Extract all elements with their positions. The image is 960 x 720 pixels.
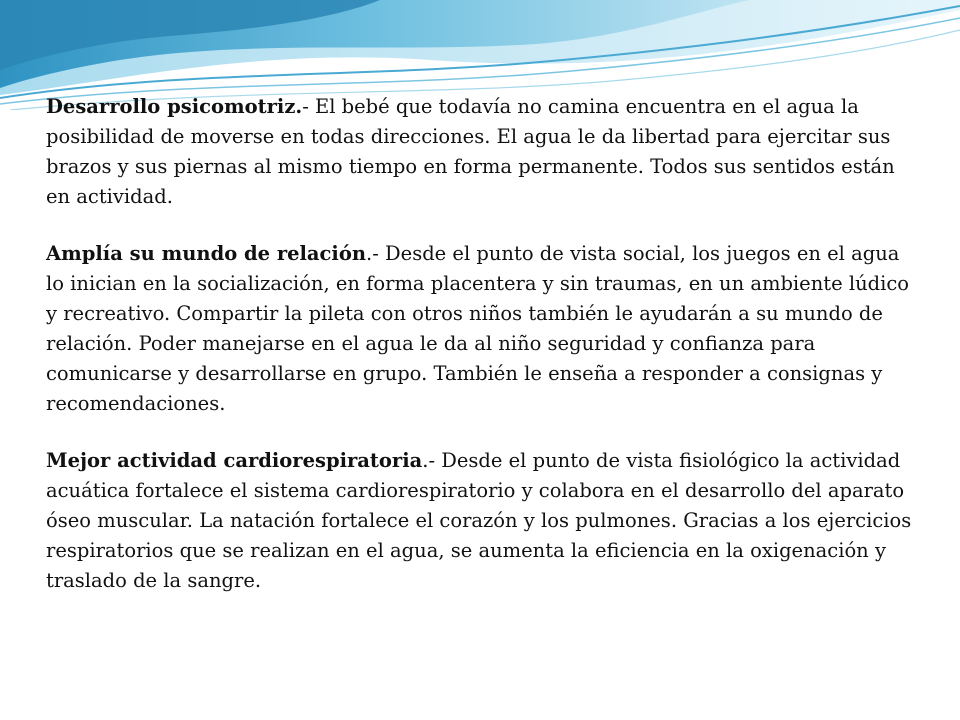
text-content	[46, 92, 916, 623]
paragraph-social	[46, 239, 916, 419]
paragraph-heading: Desarrollo psicomotriz.	[46, 95, 303, 118]
paragraph-body: .- Desde el punto de vista fisiológico la actividad acuática fortalece el sistema cardiorespiratorio y colabora en el desarrollo del aparato óseo muscular. La natación fortalece el corazón y los pulmones. Gracias a los ejercicios respiratorios que se realizan en el agua, se aumenta la eficiencia en la oxigenación y traslado de la sangre.	[46, 449, 912, 592]
paragraph-cardiorespiratory	[46, 446, 916, 596]
paragraph-body: .- Desde el punto de vista social, los juegos en el agua lo inician en la socialización, en forma placentera y sin traumas, en un ambiente lúdico y recreativo. Compartir la pileta con otros niños también le ayudarán a su mundo de relación. Poder manejarse en el agua le da al niño seguridad y confianza para comunicarse y desarrollarse en grupo. También le enseña a responder a consignas y recomendaciones.	[46, 242, 910, 415]
paragraph-psychomotor	[46, 92, 916, 212]
paragraph-body: - El bebé que todavía no camina encuentra en el agua la posibilidad de moverse en todas direcciones. El agua le da libertad para ejercitar sus brazos y sus piernas al mismo tiempo en forma permanente. Todos sus sentidos están en actividad.	[46, 95, 895, 208]
paragraph-heading: Amplía su mundo de relación	[46, 242, 367, 265]
paragraph-heading: Mejor actividad cardiorespiratoria	[46, 449, 423, 472]
